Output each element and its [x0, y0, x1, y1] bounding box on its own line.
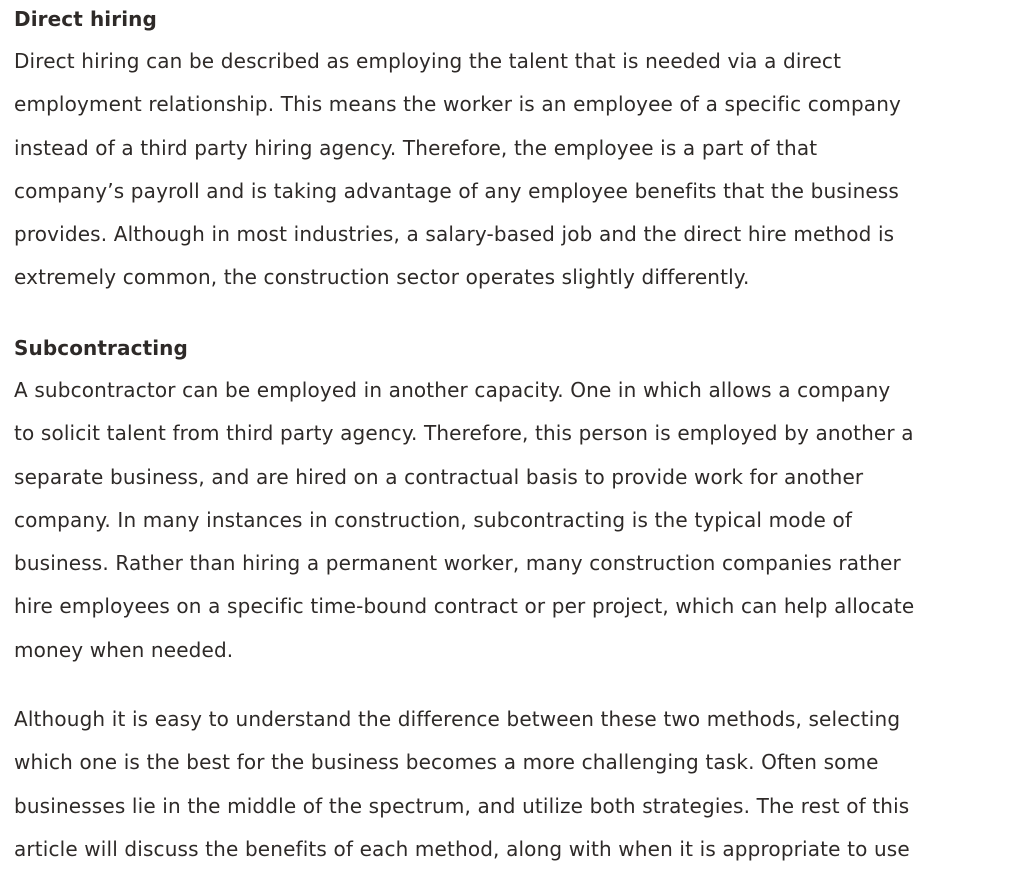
text-line: employment relationship. This means the worker is an employee of a specific company [14, 92, 902, 117]
text-line: hire employees on a specific time-bound contract or per project, which can help allocate [14, 594, 915, 619]
paragraph-direct-hiring [14, 40, 984, 300]
text-line: article will discuss the benefits of each method, along with when it is appropriate to use [14, 836, 910, 861]
text-line: instead of a third party hiring agency. Therefore, the employee is a part of that [14, 135, 818, 160]
paragraph-comparison [14, 698, 984, 871]
paragraph-subcontracting [14, 369, 984, 672]
text-line: money when needed. [14, 637, 234, 662]
text-line: business. Rather than hiring a permanent worker, many construction companies rather [14, 551, 901, 576]
text-line: which one is the best for the business becomes a more challenging task. Often some [14, 750, 879, 775]
section-heading-subcontracting: Subcontracting [14, 336, 188, 360]
text-line: businesses lie in the middle of the spectrum, and utilize both strategies. The rest of this [14, 793, 910, 818]
text-line: extremely common, the construction sector operates slightly differently. [14, 265, 750, 290]
text-line: A subcontractor can be employed in another capacity. One in which allows a company [14, 378, 891, 402]
text-line: company’s payroll and is taking advantage of any employee benefits that the business [14, 178, 900, 203]
section-heading-direct-hiring: Direct hiring [14, 7, 157, 31]
text-line: separate business, and are hired on a contractual basis to provide work for another [14, 464, 864, 489]
text-line: provides. Although in most industries, a salary-based job and the direct hire method is [14, 222, 895, 247]
text-line: to solicit talent from third party agency. Therefore, this person is employed by another a [14, 421, 914, 446]
text-line: Although it is easy to understand the difference between these two methods, selecting [14, 707, 901, 731]
text-line: Direct hiring can be described as employing the talent that is needed via a direct [14, 49, 842, 73]
text-line: company. In many instances in construction, subcontracting is the typical mode of [14, 507, 853, 532]
